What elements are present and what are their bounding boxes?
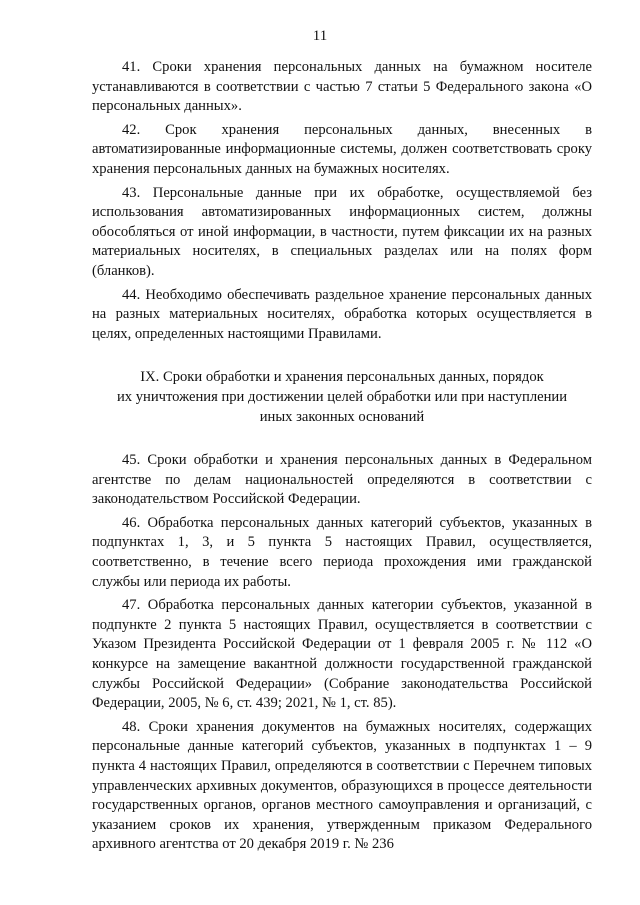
paragraph-47: 47. Обработка персональных данных категории субъектов, указанной в подпункте 2 пункта 5 настоящих Правил, осуществляется в соответствии с Указом Президента Российской Федерации от 1 февраля 2005 г. № 112 «О конкурсе на замещение вакантной должности государственной гражданской службы Российской Федерации» (Собрание законодательства Российской Федерации, 2005, № 6, ст. 439; 2021, № 1, ст. 85). — [92, 597, 592, 712]
page-number: 11 — [312, 28, 328, 44]
paragraph-48: 48. Сроки хранения документов на бумажных носителях, содержащих персональные данные категорий субъектов, указанных в подпунктах 1 – 9 пункта 4 настоящих Правил, определяются в соответствии с Перечнем типовых управленческих архивных документов, образующихся в процессе деятельности государственных органов, органов местного самоуправления и организаций, с указанием сроков их хранения, утвержденным приказом Федерального архивного агентства от 20 декабря 2019 г. № 236 — [92, 718, 592, 853]
paragraph-42: 42. Срок хранения персональных данных, внесенных в автоматизированные информационные системы, должен соответствовать сроку хранения персональных данных на бумажных носителях. — [92, 121, 592, 177]
section-heading-ix — [92, 368, 592, 427]
section-heading-line-1: IX. Сроки обработки и хранения персональных данных, порядок — [140, 369, 544, 386]
paragraph-43: 43. Персональные данные при их обработке, осуществляемой без использования автоматизированных информационных систем, должны обособляться от иной информации, в частности, путем фиксации их на разных материальных носителях, в специальных разделах или на полях форм (бланков). — [92, 184, 592, 279]
paragraph-41: 41. Сроки хранения персональных данных на бумажном носителе устанавливаются в соответствии с частью 7 статьи 5 Федерального закона «О персональных данных». — [92, 59, 592, 115]
paragraph-45: 45. Сроки обработки и хранения персональных данных в Федеральном агентстве по делам национальностей определяются в соответствии с законодательством Российской Федерации. — [92, 452, 592, 508]
section-heading-line-2: их уничтожения при достижении целей обработки или при наступлении — [116, 388, 568, 405]
paragraph-46: 46. Обработка персональных данных категорий субъектов, указанных в подпунктах 1, 3, и 5 пункта 5 настоящих Правил, осуществляется, соответственно, в течение всего периода прохождения ими гражданской службы или периода их работы. — [92, 514, 592, 590]
section-heading-line-3: иных законных оснований — [259, 408, 425, 425]
document-body — [92, 58, 592, 859]
paragraph-44: 44. Необходимо обеспечивать раздельное хранение персональных данных на разных материальных носителях, обработка которых осуществляется в целях, определенных настоящими Правилами. — [92, 286, 592, 342]
